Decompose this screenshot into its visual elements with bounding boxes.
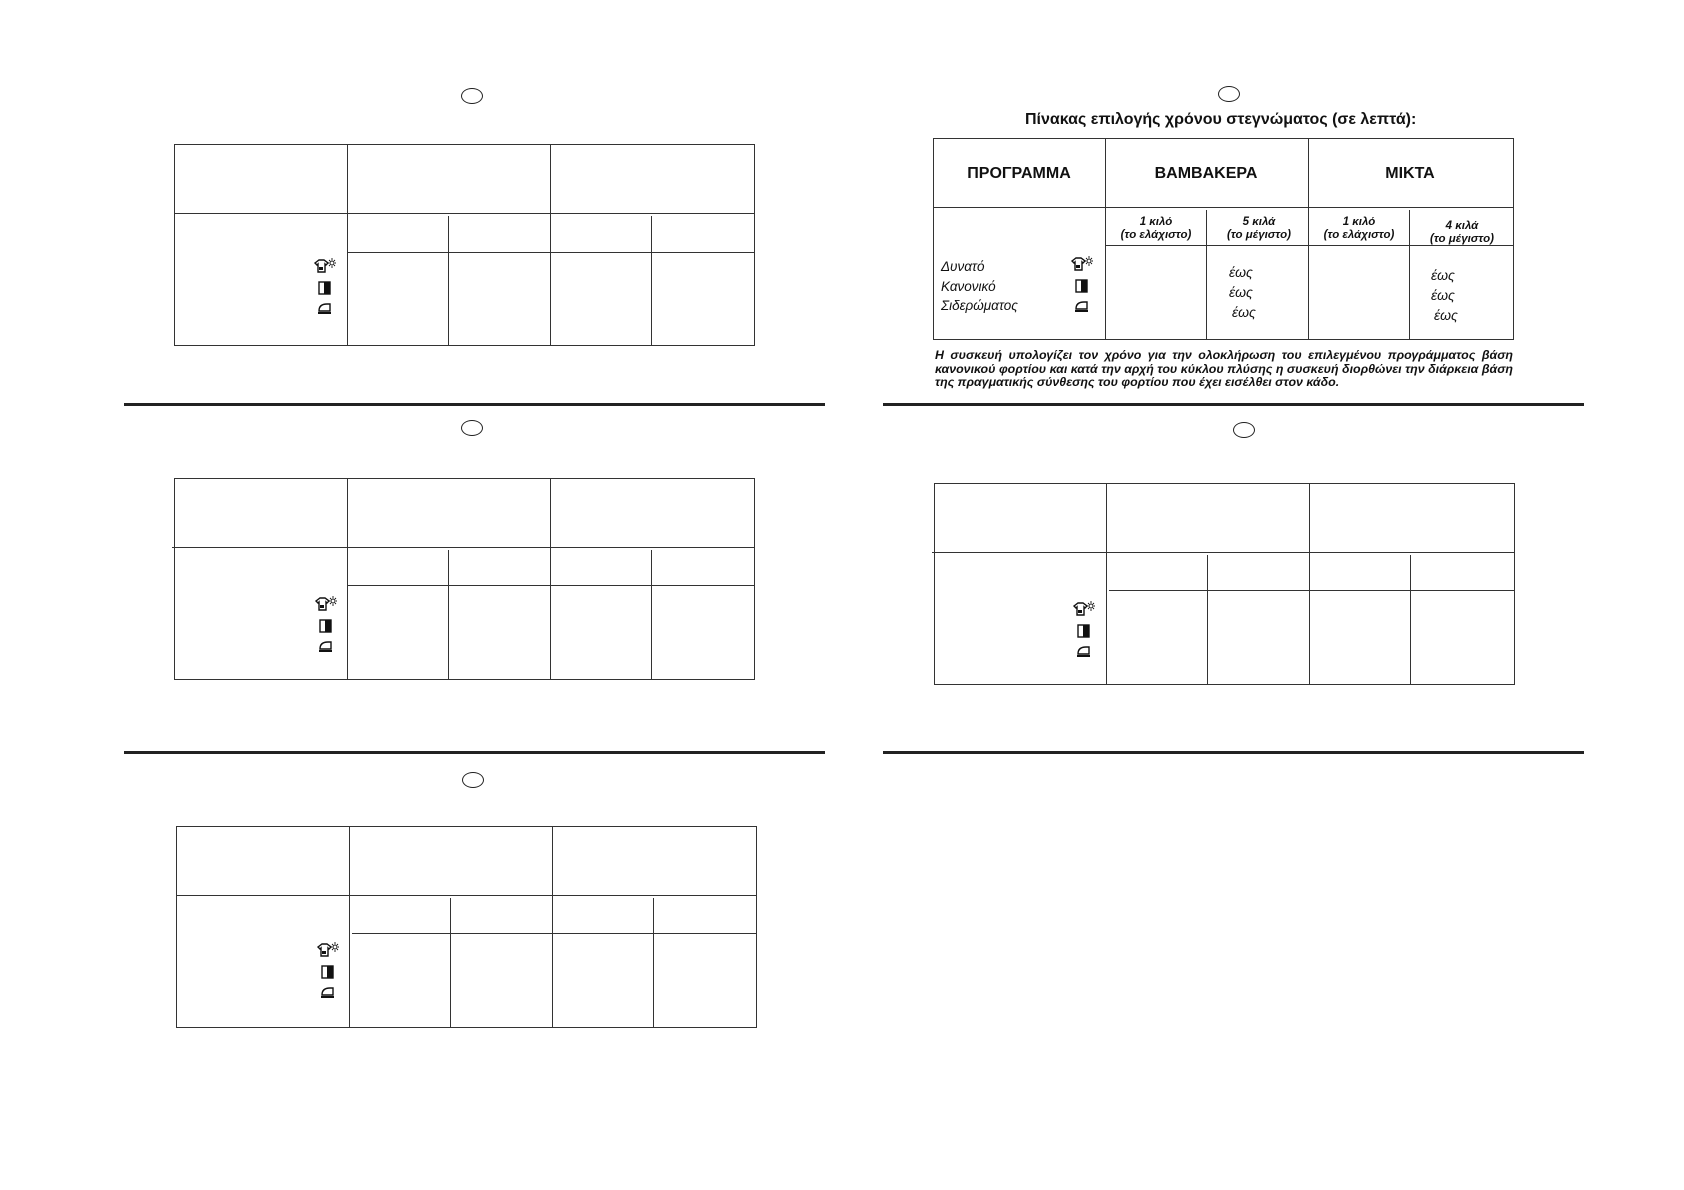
cupboard-dry-icon — [314, 280, 336, 296]
table-note: Η συσκευή υπολογίζει τον χρόνο για την ολοκλήρωση του επιλεγμένου προγράμματος βάση κανονικού φορτίου και κατά την αρχή του κύκλου πλύσης η συσκευή διορθώνει την διάρκεια βάση της πραγματικής σύνθεσης του φορτίου που έχει εισέλθει στον κάδο. — [935, 348, 1513, 389]
cupboard-dry-icon — [1073, 623, 1095, 639]
row-label-normal: Κανονικό — [941, 279, 996, 294]
cupboard-dry-icon — [315, 618, 337, 634]
iron-dry-icon — [314, 300, 336, 316]
subheader-mixed-min: 1 κιλό (το ελάχιστο) — [1323, 216, 1395, 241]
cupboard-dry-icon — [317, 964, 339, 980]
iron-dry-icon — [315, 638, 337, 654]
subheader-cotton-max: 5 κιλά (το μέγιστο) — [1227, 216, 1291, 241]
iron-dry-icon — [1071, 298, 1093, 314]
subheader-cotton-min: 1 κιλό (το ελάχιστο) — [1120, 216, 1192, 241]
mixed-max-value: έως — [1434, 307, 1458, 323]
extra-dry-icon — [1073, 601, 1095, 617]
iron-dry-icon — [1073, 643, 1095, 659]
language-marker — [1218, 86, 1240, 102]
section-divider — [883, 403, 1584, 406]
section-divider — [883, 751, 1584, 754]
page-title: Πίνακας επιλογής χρόνου στεγνώματος (σε λεπτά): — [1025, 111, 1417, 128]
section-divider — [124, 751, 825, 754]
mixed-max-value: έως — [1431, 267, 1455, 283]
extra-dry-icon — [315, 596, 337, 612]
section-divider — [124, 403, 825, 406]
empty-drying-table — [174, 144, 755, 346]
drying-time-table — [933, 138, 1514, 340]
extra-dry-icon — [1071, 256, 1093, 272]
language-marker — [1233, 422, 1255, 438]
language-marker — [462, 772, 484, 788]
extra-dry-icon — [317, 942, 339, 958]
language-marker — [461, 88, 483, 104]
mixed-max-value: έως — [1431, 287, 1455, 303]
empty-drying-table — [934, 483, 1515, 685]
row-label-strong: Δυνατό — [941, 259, 985, 274]
subheader-mixed-max: 4 κιλά (το μέγιστο) — [1430, 220, 1494, 245]
header-program: ΠΡΟΓΡΑΜΜΑ — [967, 165, 1071, 182]
cotton-max-value: έως — [1229, 284, 1253, 300]
empty-drying-table — [174, 478, 755, 680]
empty-drying-table — [176, 826, 757, 1028]
cotton-max-value: έως — [1229, 264, 1253, 280]
cotton-max-value: έως — [1232, 304, 1256, 320]
row-label-iron: Σιδερώματος — [941, 298, 1018, 313]
iron-dry-icon — [317, 984, 339, 1000]
extra-dry-icon — [314, 258, 336, 274]
header-cotton: ΒΑΜΒΑΚΕΡΑ — [1154, 165, 1258, 182]
language-marker — [461, 420, 483, 436]
cupboard-dry-icon — [1071, 278, 1093, 294]
header-mixed: ΜΙΚΤΑ — [1385, 165, 1435, 182]
